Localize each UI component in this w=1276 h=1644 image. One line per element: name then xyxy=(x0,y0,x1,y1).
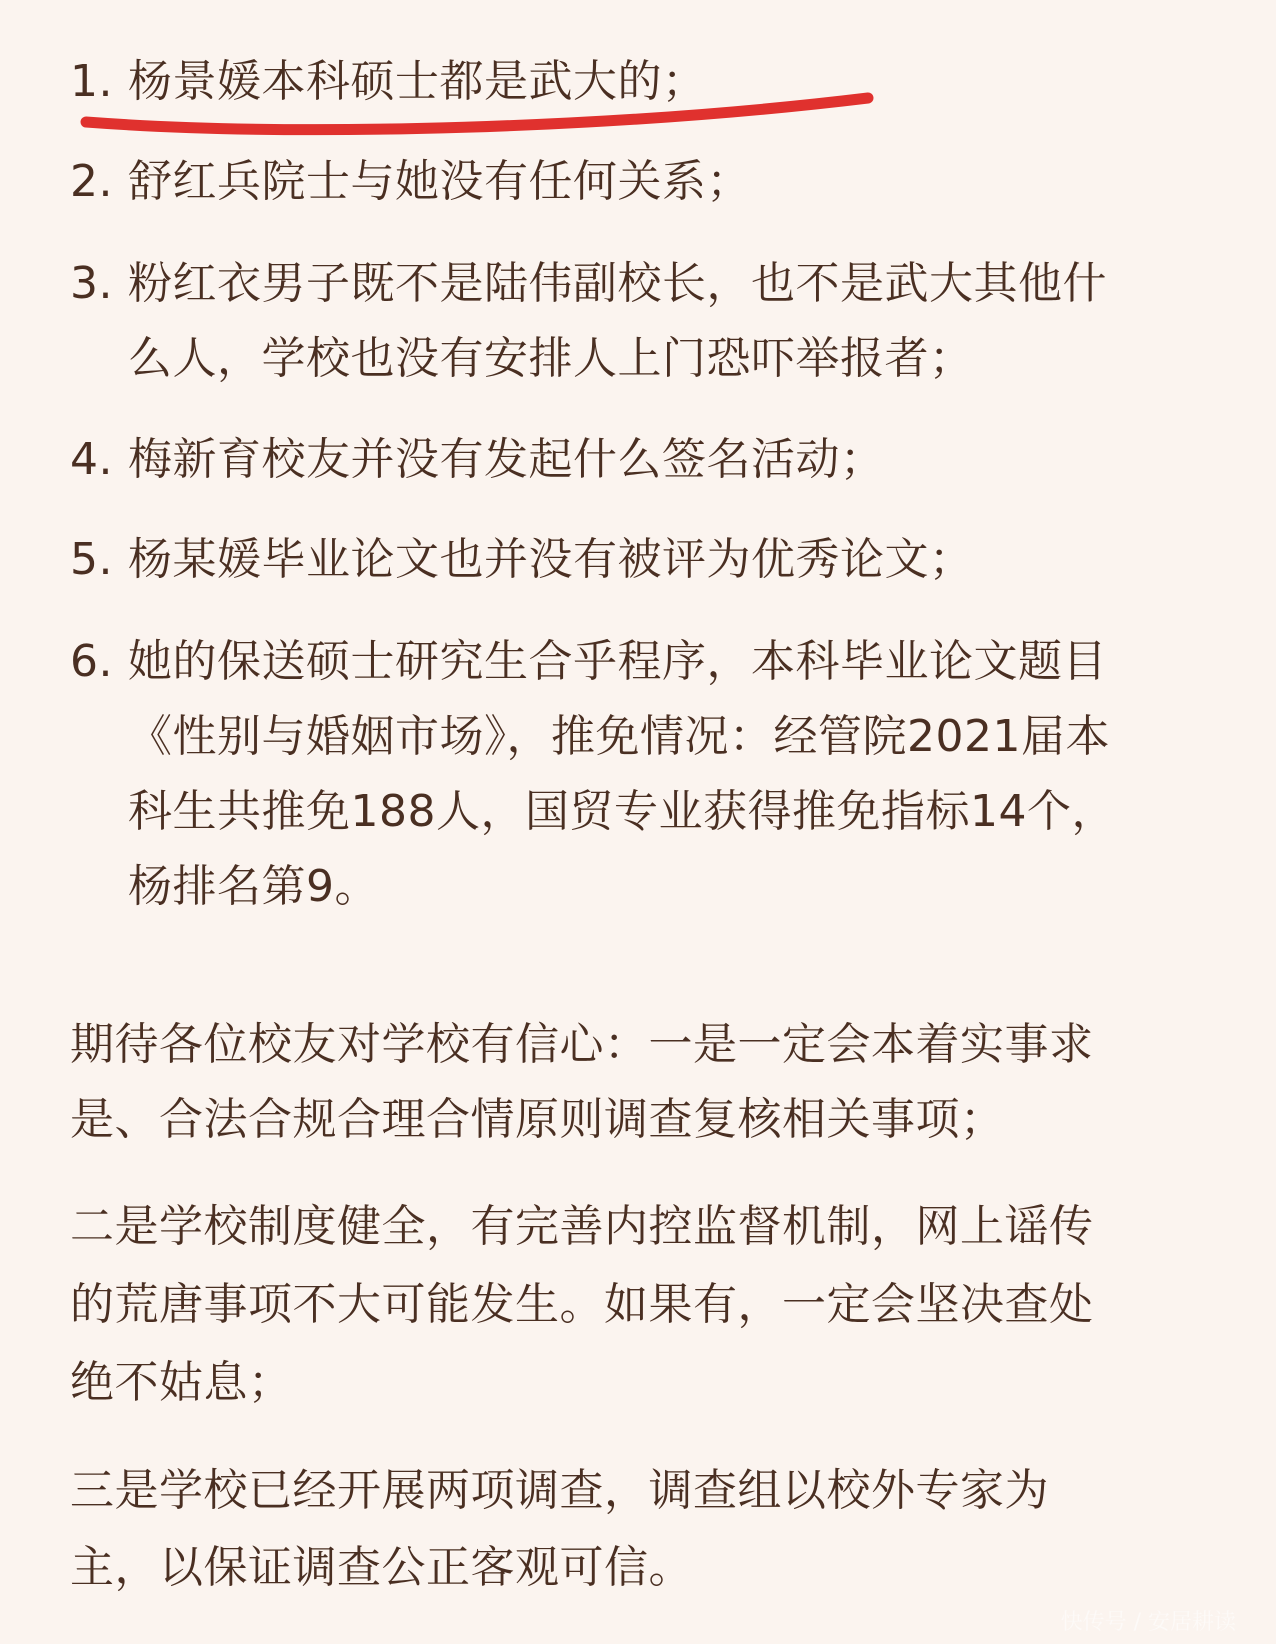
paragraph-1-line-1 xyxy=(70,1019,1094,1070)
item-number: 3. xyxy=(70,258,113,309)
list-item-1 xyxy=(70,56,707,107)
paragraph-text: 是、合法合规合理合情原则调查复核相关事项； xyxy=(70,1094,1005,1145)
paragraph-text: 绝不姑息； xyxy=(70,1357,293,1408)
item-text: 粉红衣男子既不是陆伟副校长，也不是武大其他什 xyxy=(128,258,1107,309)
item-text: 杨景媛本科硕士都是武大的； xyxy=(128,56,707,107)
item-number: 6. xyxy=(70,636,113,687)
list-item-6-continuation xyxy=(128,786,1116,837)
list-item-3 xyxy=(70,258,1107,309)
paragraph-2-line-1 xyxy=(70,1201,1094,1252)
item-text: 杨排名第9。 xyxy=(128,861,379,912)
item-text: 杨某媛毕业论文也并没有被评为优秀论文； xyxy=(128,534,974,585)
paragraph-text: 三是学校已经开展两项调查，调查组以校外专家为 xyxy=(70,1465,1049,1516)
list-item-2 xyxy=(70,156,751,207)
item-text: 她的保送硕士研究生合乎程序，本科毕业论文题目 xyxy=(128,636,1107,687)
paragraph-text: 期待各位校友对学校有信心：一是一定会本着实事求 xyxy=(70,1019,1094,1070)
list-item-3-continuation xyxy=(128,333,974,384)
list-item-6-continuation xyxy=(128,861,379,912)
list-item-4 xyxy=(70,434,885,485)
list-item-6-continuation xyxy=(128,711,1110,762)
item-number: 2. xyxy=(70,156,113,207)
item-text: 梅新育校友并没有发起什么签名活动； xyxy=(128,434,885,485)
item-text: 舒红兵院士与她没有任何关系； xyxy=(128,156,751,207)
paragraph-2-line-2 xyxy=(70,1279,1094,1330)
list-item-5 xyxy=(70,534,974,585)
item-number: 4. xyxy=(70,434,113,485)
item-text: 么人，学校也没有安排人上门恐吓举报者； xyxy=(128,333,974,384)
item-number: 5. xyxy=(70,534,113,585)
item-number: 1. xyxy=(70,56,113,107)
item-text: 《性别与婚姻市场》，推免情况：经管院2021届本 xyxy=(128,711,1110,762)
watermark: 快传号 / 安居耕读 xyxy=(1060,1610,1236,1635)
paragraph-2-line-3 xyxy=(70,1357,293,1408)
item-text: 科生共推免188人，国贸专业获得推免指标14个， xyxy=(128,786,1116,837)
paragraph-text: 二是学校制度健全，有完善内控监督机制，网上谣传 xyxy=(70,1201,1094,1252)
paragraph-text: 主，以保证调查公正客观可信。 xyxy=(70,1542,693,1593)
paragraph-1-line-2 xyxy=(70,1094,1005,1145)
paragraph-3-line-1 xyxy=(70,1465,1049,1516)
paragraph-text: 的荒唐事项不大可能发生。如果有，一定会坚决查处 xyxy=(70,1279,1094,1330)
list-item-6 xyxy=(70,636,1107,687)
paragraph-3-line-2 xyxy=(70,1542,693,1593)
